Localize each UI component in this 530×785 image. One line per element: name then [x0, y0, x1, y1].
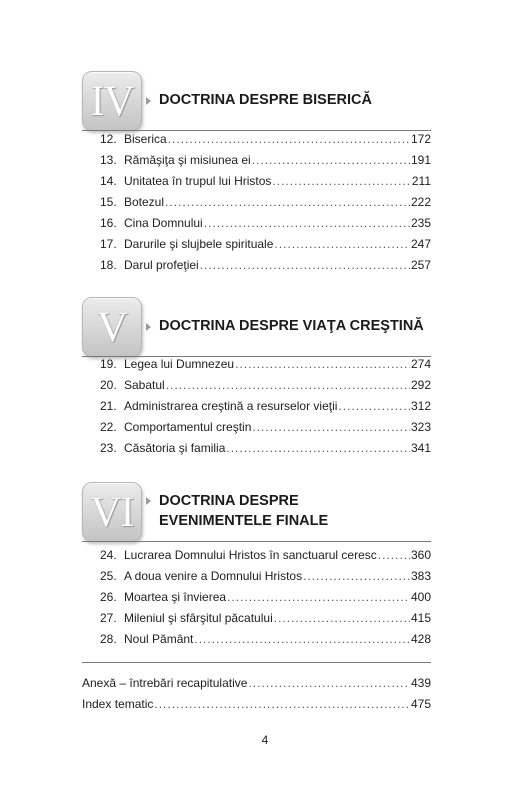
entry-number: 19.	[100, 357, 117, 371]
dot-leader	[378, 548, 410, 562]
entry-page: 428	[410, 632, 431, 646]
entry-page: 439	[410, 676, 431, 690]
entry-page: 323	[410, 420, 431, 434]
entry-title: Noul Pământ	[124, 632, 194, 646]
toc-entry[interactable]	[100, 153, 431, 174]
dot-leader	[235, 357, 410, 371]
toc-entry[interactable]	[100, 569, 431, 590]
toc-entry[interactable]	[100, 632, 431, 653]
entry-number: 12.	[100, 132, 117, 146]
entry-title: Unitatea în trupul lui Hristos	[124, 174, 272, 188]
entry-title: Index tematic	[82, 697, 154, 711]
arrow-right-icon	[146, 323, 151, 331]
entry-title: Administrarea creştină a resurselor vieţii	[124, 399, 338, 413]
entry-page: 172	[410, 132, 431, 146]
dot-leader	[252, 153, 410, 167]
toc-entry[interactable]	[100, 195, 431, 216]
entry-page: 257	[410, 258, 431, 272]
entry-page: 211	[411, 174, 431, 188]
dot-leader	[166, 378, 410, 392]
entry-page: 191	[410, 153, 431, 167]
entry-title: Sabatul	[124, 378, 165, 392]
entry-number: 13.	[100, 153, 117, 167]
entry-number: 14.	[100, 174, 117, 188]
entry-number: 17.	[100, 237, 117, 251]
dot-leader	[272, 174, 410, 188]
entry-number: 25.	[100, 569, 117, 583]
dot-leader	[338, 399, 410, 413]
dot-leader	[248, 676, 410, 690]
entry-number: 23.	[100, 441, 117, 455]
entry-title: Căsătoria şi familia	[124, 441, 226, 455]
toc-entry[interactable]	[100, 132, 431, 153]
entry-page: 360	[410, 548, 431, 562]
entry-number: 20.	[100, 378, 117, 392]
dot-leader	[252, 420, 410, 434]
entry-page: 383	[410, 569, 431, 583]
entry-number: 22.	[100, 420, 117, 434]
dot-leader	[303, 569, 410, 583]
arrow-right-icon	[146, 497, 151, 505]
toc-entry[interactable]	[100, 399, 431, 420]
entry-number: 18.	[100, 258, 117, 272]
entry-page: 235	[410, 216, 431, 230]
section-iv-entries	[100, 132, 431, 279]
toc-entry[interactable]	[100, 420, 431, 441]
entry-number: 16.	[100, 216, 117, 230]
toc-entry[interactable]	[100, 590, 431, 611]
entry-title: Moartea şi învierea	[124, 590, 227, 604]
section-iv-divider	[82, 130, 431, 131]
dot-leader	[200, 258, 410, 272]
entry-title: Botezul	[124, 195, 165, 209]
entry-number: 27.	[100, 611, 117, 625]
section-vi-badge	[82, 482, 142, 542]
entry-number: 26.	[100, 590, 117, 604]
entry-title: Anexă – întrebări recapitulative	[82, 676, 248, 690]
dot-leader	[194, 632, 410, 646]
toc-entry[interactable]	[100, 378, 431, 399]
section-v-badge	[82, 297, 142, 357]
section-iv-title: DOCTRINA DESPRE BISERICĂ	[159, 92, 372, 108]
dot-leader	[168, 132, 410, 146]
toc-entry[interactable]	[100, 441, 431, 462]
section-v-entries	[100, 357, 431, 462]
dot-leader	[165, 195, 410, 209]
entry-title: Mileniul şi sfârşitul păcatului	[124, 611, 273, 625]
dot-leader	[204, 216, 410, 230]
appendix-divider	[82, 662, 431, 663]
entry-title: Legea lui Dumnezeu	[124, 357, 235, 371]
section-vi-entries	[100, 548, 431, 653]
entry-title: Cina Domnului	[124, 216, 203, 230]
dot-leader	[274, 611, 410, 625]
page-number: 4	[261, 733, 269, 747]
toc-entry[interactable]	[100, 611, 431, 632]
entry-page: 475	[410, 697, 431, 711]
entry-page: 292	[410, 378, 431, 392]
entry-title: Comportamentul creştin	[124, 420, 252, 434]
entry-page: 400	[410, 590, 431, 604]
toc-entry[interactable]	[100, 237, 431, 258]
dot-leader	[154, 697, 410, 711]
entry-number: 24.	[100, 548, 117, 562]
toc-entry-appendix[interactable]	[82, 676, 431, 697]
section-v-title: DOCTRINA DESPRE VIAŢA CREŞTINĂ	[159, 318, 424, 334]
entry-page: 247	[410, 237, 431, 251]
entry-page: 222	[410, 195, 431, 209]
entry-title: Rămăşiţa şi misiunea ei	[124, 153, 251, 167]
entry-title: A doua venire a Domnului Hristos	[124, 569, 303, 583]
entry-title: Lucrarea Domnului Hristos în sanctuarul ceresc	[124, 548, 377, 562]
section-vi-divider	[82, 541, 431, 542]
toc-entry[interactable]	[100, 216, 431, 237]
entry-number: 15.	[100, 195, 117, 209]
appendix-entries	[82, 676, 431, 718]
entry-page: 274	[410, 357, 431, 371]
section-vi-title-line2: EVENIMENTELE FINALE	[159, 513, 329, 529]
entry-number: 28.	[100, 632, 117, 646]
toc-entry[interactable]	[100, 548, 431, 569]
section-vi-title-line1: DOCTRINA DESPRE	[159, 493, 299, 509]
dot-leader	[227, 590, 410, 604]
dot-leader	[274, 237, 410, 251]
toc-entry[interactable]	[100, 357, 431, 378]
entry-page: 341	[410, 441, 431, 455]
entry-title: Biserica	[124, 132, 167, 146]
toc-entry[interactable]	[100, 258, 431, 279]
toc-entry[interactable]	[100, 174, 431, 195]
section-v-numeral: V	[96, 304, 128, 351]
entry-title: Darurile şi slujbele spirituale	[124, 237, 274, 251]
entry-page: 312	[410, 399, 431, 413]
entry-title: Darul profeţiei	[124, 258, 199, 272]
section-vi-numeral: VI	[90, 489, 134, 536]
section-iv-numeral: IV	[90, 78, 134, 125]
toc-entry-index[interactable]	[82, 697, 431, 718]
dot-leader	[226, 441, 410, 455]
section-iv-badge	[82, 71, 142, 131]
arrow-right-icon	[146, 97, 151, 105]
entry-number: 21.	[100, 399, 117, 413]
entry-page: 415	[410, 611, 431, 625]
